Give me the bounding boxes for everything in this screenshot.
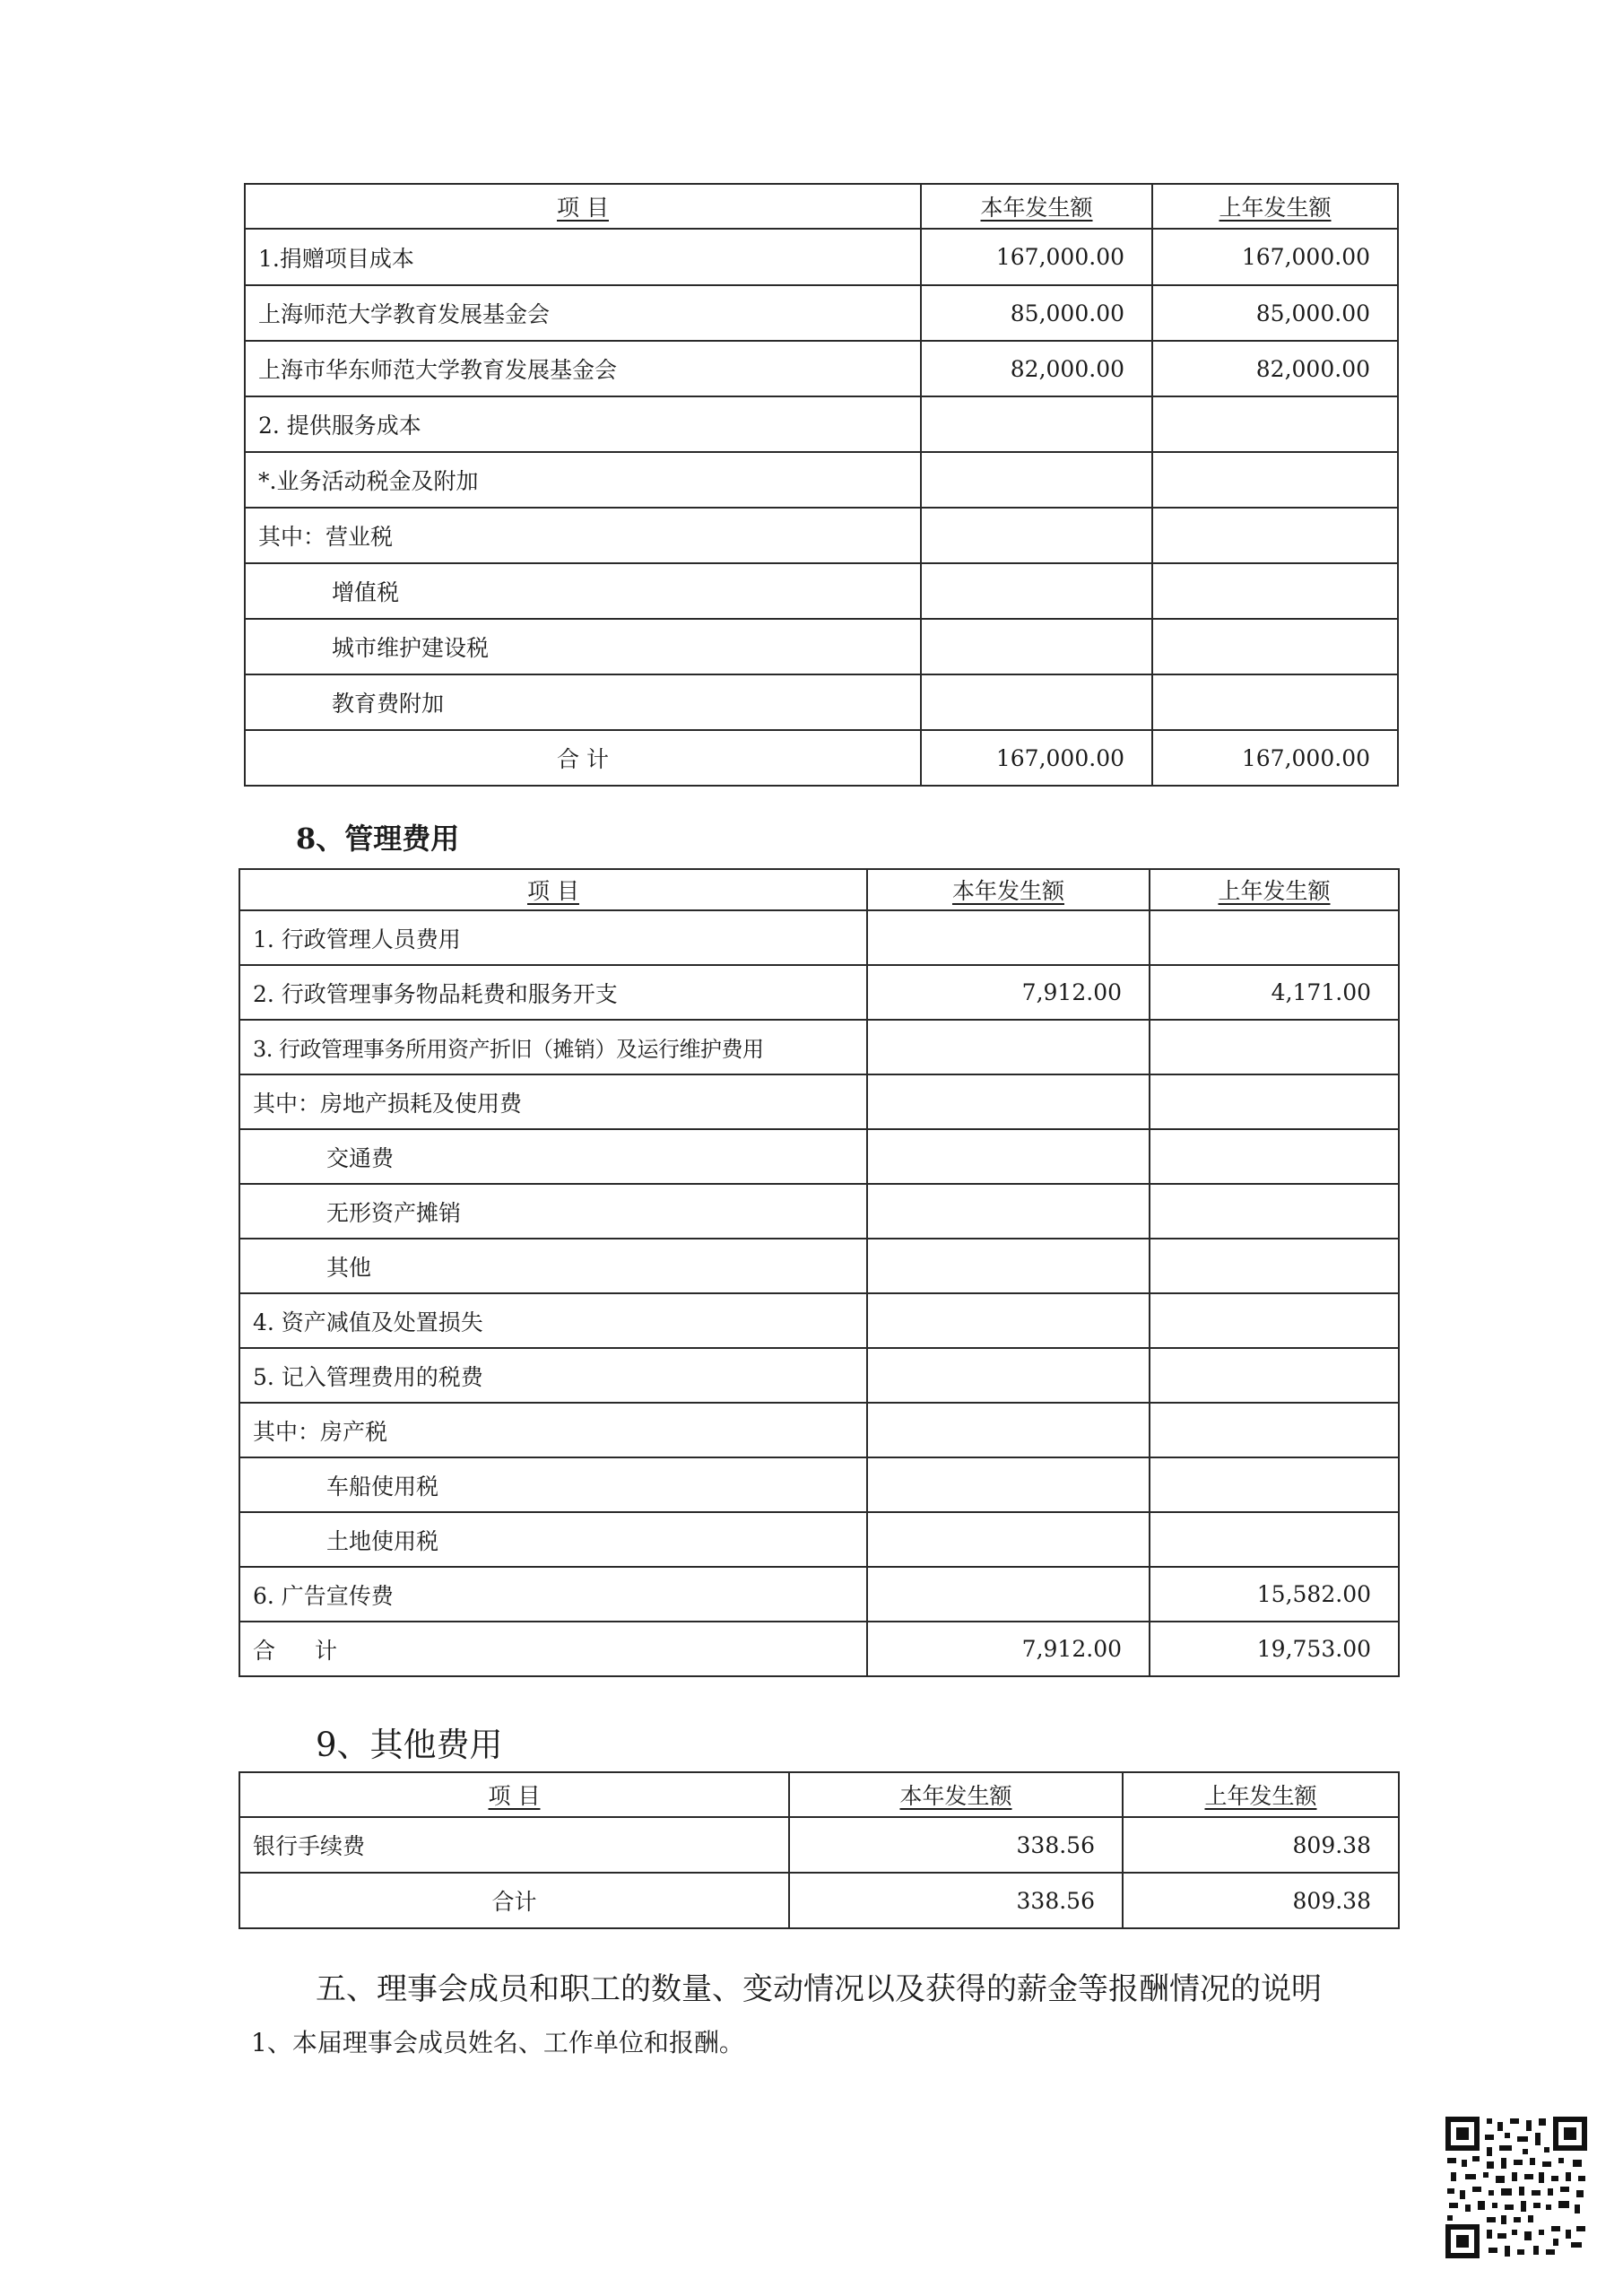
current-year-value bbox=[867, 1129, 1150, 1184]
table-row bbox=[245, 396, 1398, 452]
previous-year-value bbox=[1150, 1074, 1399, 1129]
previous-year-value bbox=[1152, 452, 1398, 508]
current-year-value bbox=[867, 1348, 1150, 1403]
table-row bbox=[239, 1293, 1399, 1348]
row-label: 其中：营业税 bbox=[245, 508, 921, 563]
row-label: 1.捐赠项目成本 bbox=[245, 229, 921, 285]
table-row bbox=[239, 1129, 1399, 1184]
current-year-value bbox=[921, 452, 1152, 508]
row-label: 其他 bbox=[239, 1239, 867, 1293]
col-header-previous-year: 上年发生额 bbox=[1150, 869, 1399, 910]
current-year-value: 7,912.00 bbox=[867, 965, 1150, 1020]
row-label: *.业务活动税金及附加 bbox=[245, 452, 921, 508]
table-row bbox=[239, 1403, 1399, 1457]
table-header-row bbox=[245, 184, 1398, 229]
row-label: 教育费附加 bbox=[245, 674, 921, 730]
row-label: 3. 行政管理事务所用资产折旧（摊销）及运行维护费用 bbox=[239, 1020, 867, 1074]
business-cost-table bbox=[244, 183, 1399, 787]
total-label: 合 计 bbox=[245, 730, 921, 786]
col-header-previous-year: 上年发生额 bbox=[1123, 1772, 1399, 1817]
table-row bbox=[239, 1020, 1399, 1074]
current-year-total: 7,912.00 bbox=[867, 1622, 1150, 1676]
current-year-value bbox=[867, 1020, 1150, 1074]
previous-year-value bbox=[1152, 674, 1398, 730]
table-row bbox=[239, 910, 1399, 965]
row-label: 上海市华东师范大学教育发展基金会 bbox=[245, 341, 921, 396]
table-row bbox=[245, 563, 1398, 619]
table-row bbox=[245, 229, 1398, 285]
table-header-row bbox=[239, 1772, 1399, 1817]
current-year-total: 167,000.00 bbox=[921, 730, 1152, 786]
row-label: 上海师范大学教育发展基金会 bbox=[245, 285, 921, 341]
col-header-previous-year: 上年发生额 bbox=[1152, 184, 1398, 229]
table-row bbox=[239, 1239, 1399, 1293]
current-year-value bbox=[867, 910, 1150, 965]
previous-year-value: 167,000.00 bbox=[1152, 229, 1398, 285]
col-header-item: 项 目 bbox=[245, 184, 921, 229]
current-year-value bbox=[867, 1403, 1150, 1457]
current-year-value: 85,000.00 bbox=[921, 285, 1152, 341]
current-year-value bbox=[867, 1074, 1150, 1129]
other-expense-table bbox=[239, 1771, 1400, 1929]
col-header-current-year: 本年发生额 bbox=[921, 184, 1152, 229]
row-label: 土地使用税 bbox=[239, 1512, 867, 1567]
table-row bbox=[239, 1512, 1399, 1567]
current-year-value bbox=[867, 1457, 1150, 1512]
row-label: 其中：房地产损耗及使用费 bbox=[239, 1074, 867, 1129]
current-year-value bbox=[867, 1239, 1150, 1293]
table-total-row bbox=[239, 1622, 1399, 1676]
previous-year-value bbox=[1150, 1348, 1399, 1403]
table-total-row bbox=[239, 1873, 1399, 1928]
table-row bbox=[245, 674, 1398, 730]
col-header-item: 项 目 bbox=[239, 1772, 789, 1817]
col-header-current-year: 本年发生额 bbox=[789, 1772, 1123, 1817]
total-label: 合计 bbox=[239, 1873, 789, 1928]
section-9-title: 9、其他费用 bbox=[316, 1726, 503, 1764]
previous-year-value bbox=[1150, 1184, 1399, 1239]
row-label: 车船使用税 bbox=[239, 1457, 867, 1512]
table-row bbox=[239, 1074, 1399, 1129]
current-year-value bbox=[921, 563, 1152, 619]
table-row bbox=[239, 1567, 1399, 1622]
table-row bbox=[245, 285, 1398, 341]
table-row bbox=[245, 341, 1398, 396]
current-year-value: 338.56 bbox=[789, 1817, 1123, 1873]
admin-expense-table bbox=[239, 868, 1400, 1677]
previous-year-value bbox=[1152, 619, 1398, 674]
section-5-item-1: 1、本届理事会成员姓名、工作单位和报酬。 bbox=[251, 2028, 744, 2057]
row-label: 增值税 bbox=[245, 563, 921, 619]
table-row bbox=[239, 1817, 1399, 1873]
row-label: 6. 广告宣传费 bbox=[239, 1567, 867, 1622]
total-label: 合 计 bbox=[239, 1622, 867, 1676]
current-year-value: 167,000.00 bbox=[921, 229, 1152, 285]
row-label: 1. 行政管理人员费用 bbox=[239, 910, 867, 965]
current-year-value bbox=[867, 1293, 1150, 1348]
previous-year-value bbox=[1150, 910, 1399, 965]
row-label: 2. 行政管理事务物品耗费和服务开支 bbox=[239, 965, 867, 1020]
previous-year-value bbox=[1152, 508, 1398, 563]
row-label: 4. 资产减值及处置损失 bbox=[239, 1293, 867, 1348]
row-label: 5. 记入管理费用的税费 bbox=[239, 1348, 867, 1403]
previous-year-value bbox=[1150, 1020, 1399, 1074]
previous-year-total: 167,000.00 bbox=[1152, 730, 1398, 786]
qr-code-icon bbox=[1445, 2117, 1587, 2258]
previous-year-value bbox=[1150, 1512, 1399, 1567]
current-year-value bbox=[921, 674, 1152, 730]
table-row bbox=[239, 1348, 1399, 1403]
current-year-value bbox=[921, 619, 1152, 674]
table-row bbox=[245, 508, 1398, 563]
previous-year-value: 4,171.00 bbox=[1150, 965, 1399, 1020]
previous-year-value: 85,000.00 bbox=[1152, 285, 1398, 341]
row-label: 银行手续费 bbox=[239, 1817, 789, 1873]
previous-year-total: 809.38 bbox=[1123, 1873, 1399, 1928]
row-label: 其中：房产税 bbox=[239, 1403, 867, 1457]
row-label: 2. 提供服务成本 bbox=[245, 396, 921, 452]
current-year-value bbox=[867, 1567, 1150, 1622]
row-label: 交通费 bbox=[239, 1129, 867, 1184]
previous-year-value bbox=[1152, 563, 1398, 619]
previous-year-value bbox=[1150, 1129, 1399, 1184]
table-row bbox=[245, 452, 1398, 508]
table-total-row bbox=[245, 730, 1398, 786]
previous-year-value bbox=[1150, 1403, 1399, 1457]
row-label: 无形资产摊销 bbox=[239, 1184, 867, 1239]
previous-year-value bbox=[1150, 1239, 1399, 1293]
current-year-total: 338.56 bbox=[789, 1873, 1123, 1928]
previous-year-value bbox=[1150, 1293, 1399, 1348]
qr-code-graphic bbox=[1445, 2117, 1587, 2258]
previous-year-value bbox=[1152, 396, 1398, 452]
col-header-item: 项 目 bbox=[239, 869, 867, 910]
current-year-value bbox=[867, 1184, 1150, 1239]
previous-year-value bbox=[1150, 1457, 1399, 1512]
previous-year-value: 809.38 bbox=[1123, 1817, 1399, 1873]
current-year-value: 82,000.00 bbox=[921, 341, 1152, 396]
section-5-title: 五、理事会成员和职工的数量、变动情况以及获得的薪金等报酬情况的说明 bbox=[316, 1971, 1322, 2007]
previous-year-value: 82,000.00 bbox=[1152, 341, 1398, 396]
table-row bbox=[239, 965, 1399, 1020]
previous-year-value: 15,582.00 bbox=[1150, 1567, 1399, 1622]
table-row bbox=[239, 1457, 1399, 1512]
section-8-title: 8、管理费用 bbox=[296, 822, 460, 856]
current-year-value bbox=[867, 1512, 1150, 1567]
table-header-row bbox=[239, 869, 1399, 910]
row-label: 城市维护建设税 bbox=[245, 619, 921, 674]
table-row bbox=[239, 1184, 1399, 1239]
current-year-value bbox=[921, 396, 1152, 452]
current-year-value bbox=[921, 508, 1152, 563]
previous-year-total: 19,753.00 bbox=[1150, 1622, 1399, 1676]
table-row bbox=[245, 619, 1398, 674]
col-header-current-year: 本年发生额 bbox=[867, 869, 1150, 910]
